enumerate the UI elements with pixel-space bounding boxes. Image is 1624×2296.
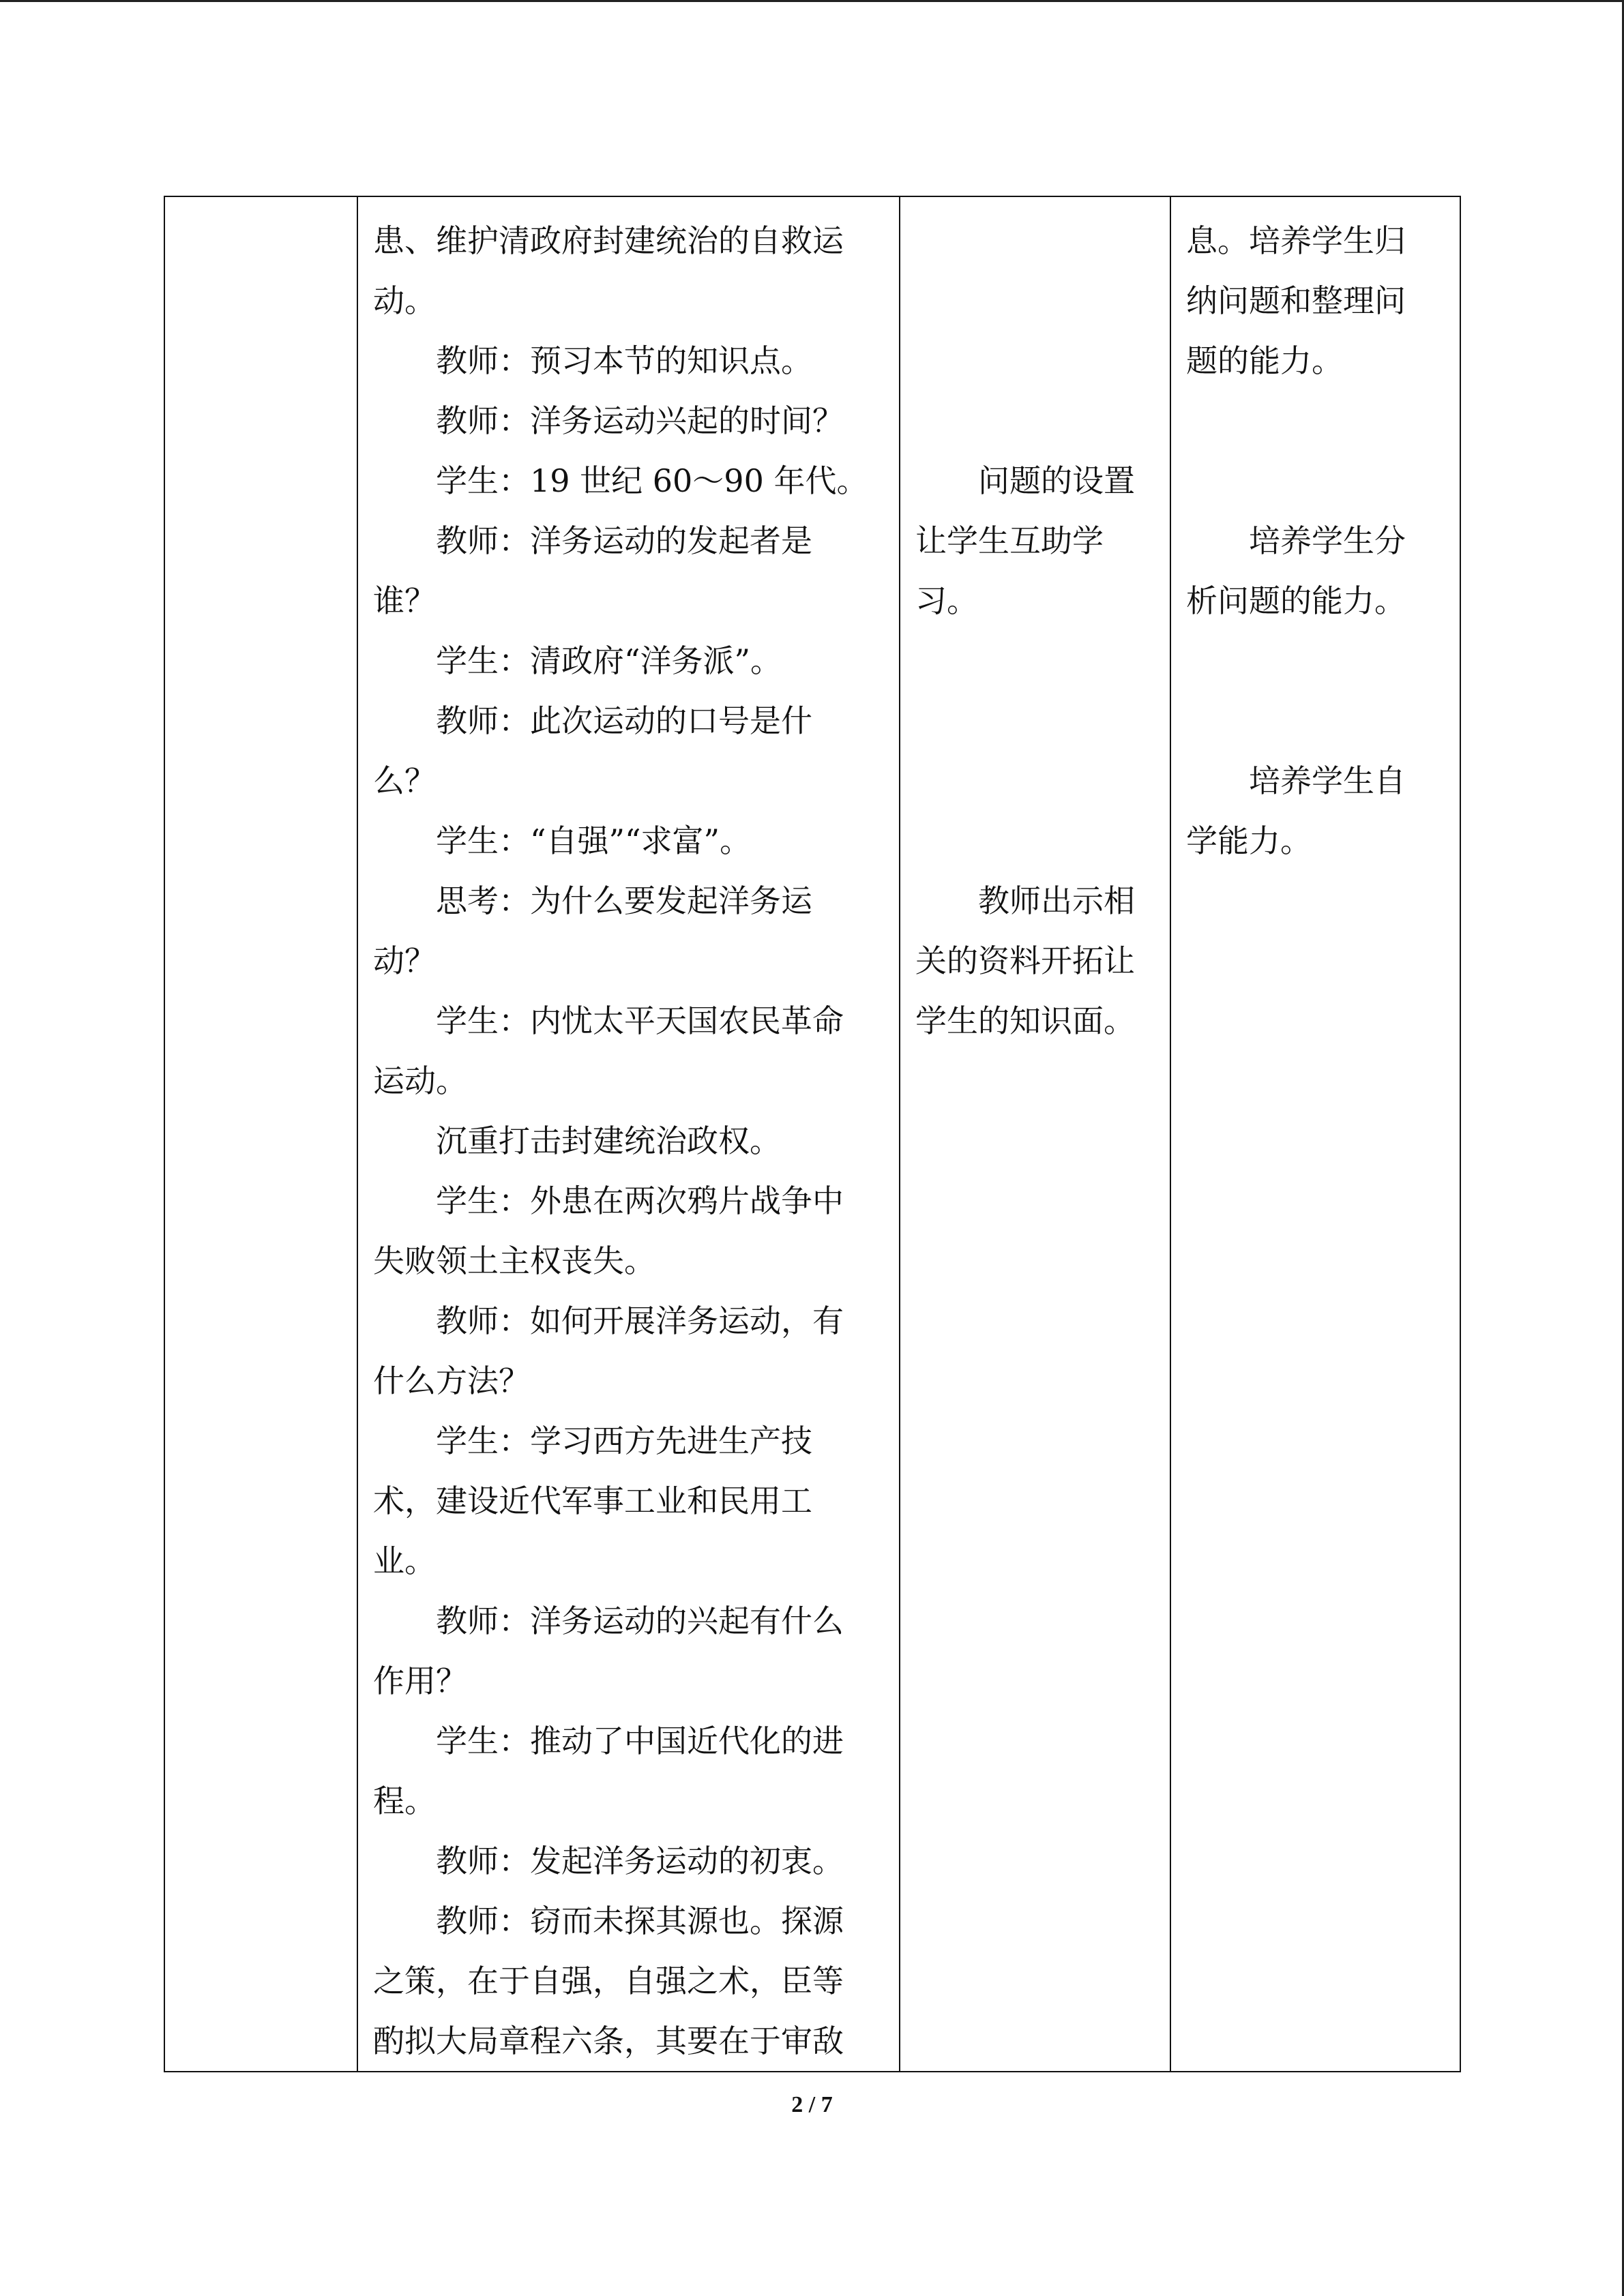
text-line: 运动。 [373, 1062, 467, 1099]
lesson-plan-table [164, 196, 1461, 2072]
text-line: 失败领土主权丧失。 [373, 1242, 655, 1279]
text-line: 关的资料开拓让 [915, 942, 1135, 979]
blank-line [915, 331, 1155, 391]
text-line: 学生：清政府“洋务派”。 [436, 642, 782, 679]
design-intent-text [900, 197, 1170, 1051]
text-line: 学生：学习西方先进生产技 [436, 1422, 812, 1459]
text-line: 息。培养学生归 [1186, 222, 1406, 259]
text-line: 学生：外患在两次鸦片战争中 [436, 1182, 844, 1219]
blank-line [915, 211, 1155, 271]
blank-line [1186, 451, 1446, 511]
text-line: 培养学生自 [1249, 762, 1406, 799]
blank-line [915, 691, 1155, 751]
text-line: 让学生互助学 [915, 522, 1104, 559]
text-line: 什么方法？ [373, 1362, 530, 1399]
text-line: 学生的知识面。 [915, 1002, 1135, 1039]
text-line: 学生：19 世纪 60～90 年代。 [436, 462, 868, 499]
design-intent-column [900, 196, 1170, 2072]
blank-line [915, 391, 1155, 451]
blank-line [915, 271, 1155, 331]
objectives-text [1171, 197, 1460, 871]
blank-line [915, 631, 1155, 691]
text-line: 动？ [373, 942, 436, 979]
teaching-process-text [358, 197, 899, 2071]
blank-line [1186, 631, 1446, 691]
text-line: 教师：发起洋务运动的初衷。 [436, 1843, 844, 1879]
text-line: 教师：如何开展洋务运动，有 [436, 1302, 844, 1339]
text-line: 问题的设置 [978, 462, 1135, 499]
text-line: 学生：内忧太平天国农民革命 [436, 1002, 844, 1039]
text-line: 程。 [373, 1783, 436, 1819]
text-line: 教师：洋务运动的兴起有什么 [436, 1602, 844, 1639]
text-line: 习。 [915, 582, 978, 619]
teaching-process-column [357, 196, 900, 2072]
text-line: 学生：“自强”“求富”。 [436, 822, 752, 859]
table-row [164, 196, 1460, 2072]
text-line: 教师：洋务运动兴起的时间？ [436, 402, 844, 439]
text-line: 教师：窃而未探其源也。探源 [436, 1903, 844, 1939]
text-line: 学能力。 [1186, 822, 1312, 859]
text-line: 教师：预习本节的知识点。 [436, 342, 812, 379]
page-border-top [0, 0, 1624, 2]
blank-line [1186, 391, 1446, 451]
text-line: 析问题的能力。 [1186, 582, 1406, 619]
segment-column [164, 196, 357, 2072]
text-line: 动。 [373, 282, 436, 319]
blank-line [915, 751, 1155, 811]
text-line: 学生：推动了中国近代化的进 [436, 1723, 844, 1759]
text-line: 患、维护清政府封建统治的自救运 [373, 222, 844, 259]
text-line: 题的能力。 [1186, 342, 1343, 379]
blank-line [915, 811, 1155, 871]
text-line: 纳问题和整理问 [1186, 282, 1406, 319]
text-line: 教师：洋务运动的发起者是 [436, 522, 812, 559]
page-number: 2 / 7 [791, 2092, 833, 2117]
text-line: 谁？ [373, 582, 436, 619]
blank-line [1186, 691, 1446, 751]
text-line: 术，建设近代军事工业和民用工 [373, 1482, 812, 1519]
text-line: 教师出示相 [978, 882, 1135, 919]
text-line: 业。 [373, 1542, 436, 1579]
text-line: 沉重打击封建统治政权。 [436, 1122, 781, 1159]
text-line: 教师：此次运动的口号是什 [436, 702, 812, 739]
text-line: 么？ [373, 762, 436, 799]
text-line: 作用？ [373, 1663, 467, 1699]
objectives-column [1170, 196, 1460, 2072]
text-line: 之策，在于自强，自强之术，臣等 [373, 1963, 844, 1999]
text-line: 思考：为什么要发起洋务运 [436, 882, 812, 919]
text-line: 培养学生分 [1249, 522, 1406, 559]
text-line: 酌拟大局章程六条，其要在于审敌 [373, 2023, 844, 2059]
